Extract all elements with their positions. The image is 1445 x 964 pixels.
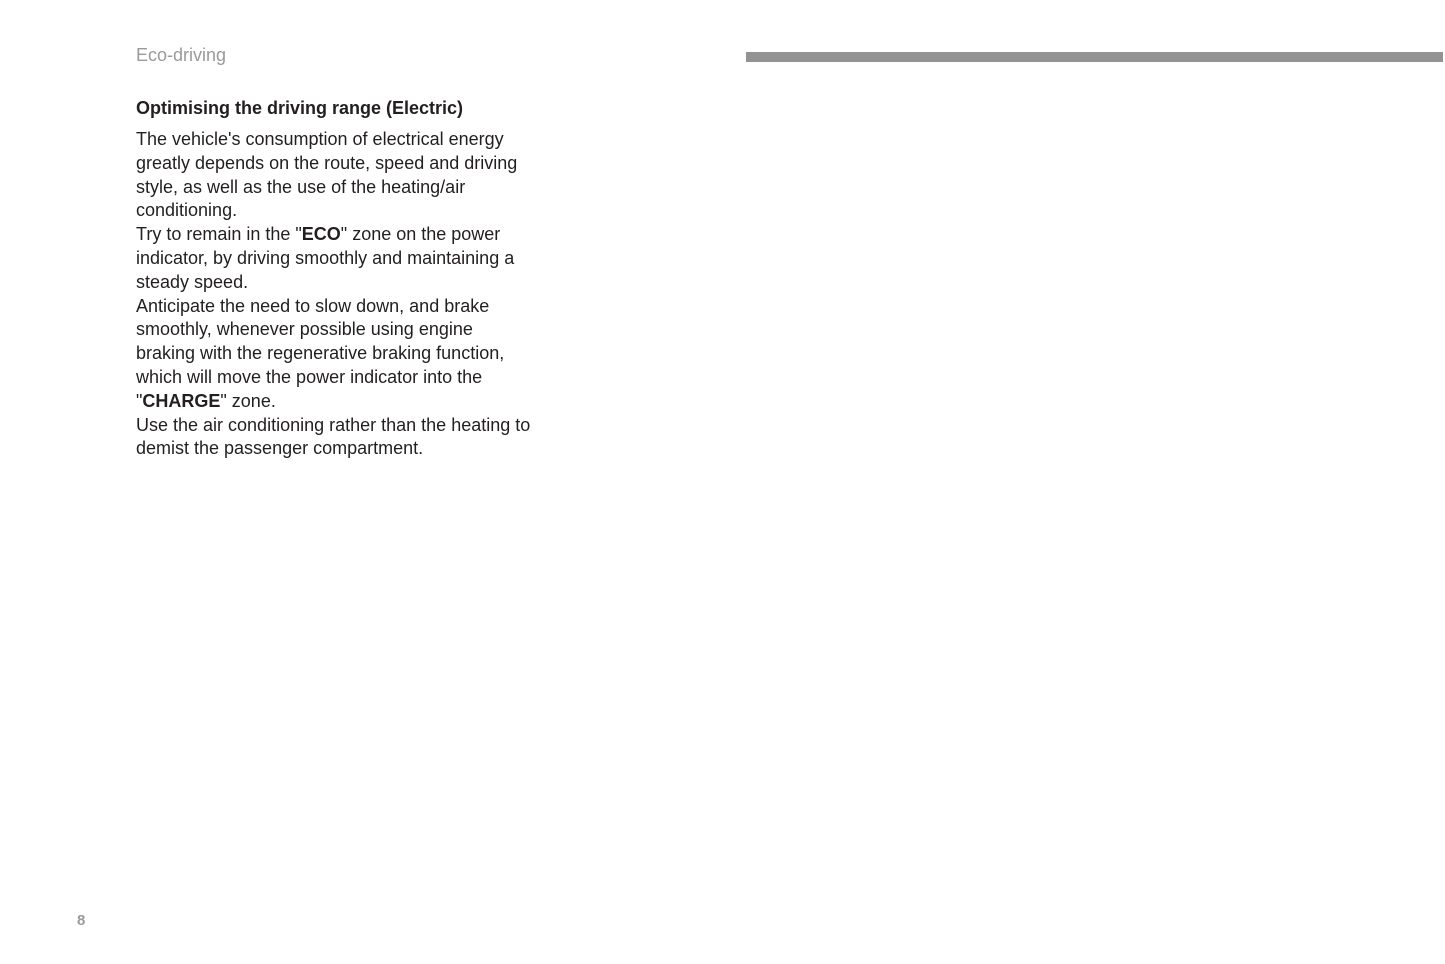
charge-keyword: CHARGE — [142, 390, 221, 411]
paragraph-eco-zone — [136, 223, 536, 294]
page-number: 8 — [77, 912, 86, 929]
paragraph-braking-text-after: " zone. — [220, 390, 276, 411]
paragraph-consumption: The vehicle's consumption of electrical energy greatly depends on the route, speed and driving style, as well as the use of the heating/air conditioning. — [136, 129, 518, 221]
paragraph-braking-text-before: Anticipate the need to slow down, and brake smoothly, whenever possible using engine braking with the regenerative braking function, which will move the power indicator into the " — [136, 295, 505, 411]
running-header: Eco-driving — [136, 45, 227, 65]
paragraph-eco-zone-text-after: " zone on the power indicator, by driving smoothly and maintaining a steady speed. — [136, 224, 515, 292]
main-content — [136, 96, 536, 461]
paragraph-braking — [136, 295, 536, 414]
paragraph-air-conditioning: Use the air conditioning rather than the heating to demist the passenger compartment. — [136, 414, 531, 459]
header-bar — [746, 52, 1443, 62]
eco-keyword: ECO — [301, 224, 341, 245]
paragraph-eco-zone-text-before: Try to remain in the " — [136, 224, 302, 245]
section-title: Optimising the driving range (Electric) — [136, 98, 464, 118]
